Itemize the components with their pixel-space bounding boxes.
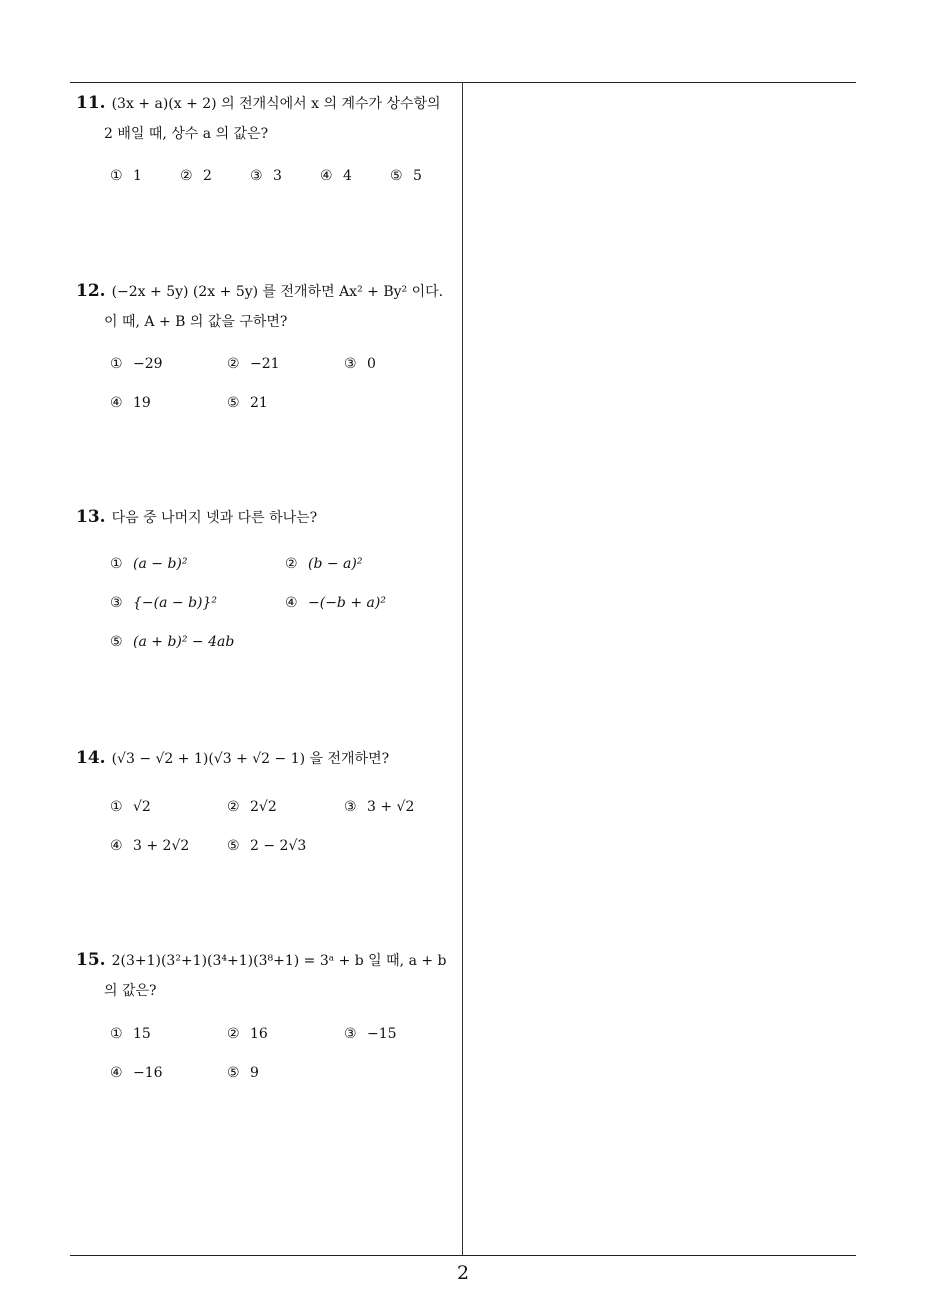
- choice-2[interactable]: ② 2√2: [227, 799, 277, 815]
- choice-3[interactable]: ③ −15: [344, 1026, 397, 1042]
- choice-2[interactable]: ② 16: [227, 1026, 268, 1042]
- choice-1[interactable]: ① 15: [110, 1026, 151, 1042]
- choice-3[interactable]: ③ 3 + √2: [344, 799, 415, 815]
- choice-1[interactable]: ① −29: [110, 356, 163, 372]
- choice-1[interactable]: ① (a − b)²: [110, 556, 188, 572]
- page-number: 2: [456, 1262, 470, 1284]
- question-text: (3x + a)(x + 2) 의 전개식에서 x 의 계수가 상수항의: [111, 96, 441, 112]
- question-text-cont: 2 배일 때, 상수 a 의 값은?: [104, 126, 269, 142]
- choice-4[interactable]: ④ −(−b + a)²: [285, 595, 386, 611]
- choice-1[interactable]: ① 1: [110, 168, 142, 184]
- question-14: [76, 743, 460, 774]
- question-text-cont: 의 값은?: [104, 983, 157, 999]
- choice-4[interactable]: ④ 3 + 2√2: [110, 838, 190, 854]
- choice-3[interactable]: ③ {−(a − b)}²: [110, 595, 218, 611]
- question-15: [76, 945, 460, 1006]
- question-13: [76, 502, 460, 533]
- choice-4[interactable]: ④ 19: [110, 395, 151, 411]
- question-number: 14.: [76, 748, 106, 768]
- choice-2[interactable]: ② 2: [180, 168, 212, 184]
- question-number: 13.: [76, 507, 106, 527]
- question-text: 다음 중 나머지 넷과 다른 하나는?: [111, 510, 318, 526]
- question-text-cont: 이 때, A + B 의 값을 구하면?: [104, 314, 288, 330]
- choice-5[interactable]: ⑤ 5: [390, 168, 422, 184]
- choice-5[interactable]: ⑤ 9: [227, 1065, 259, 1081]
- question-number: 11.: [76, 93, 106, 113]
- top-rule: [70, 82, 856, 83]
- question-text: 2(3+1)(3²+1)(3⁴+1)(3⁸+1) = 3ᵃ + b 일 때, a + b: [111, 953, 447, 969]
- choice-5[interactable]: ⑤ (a + b)² − 4ab: [110, 634, 235, 650]
- bottom-rule: [70, 1255, 856, 1256]
- choice-1[interactable]: ① √2: [110, 799, 151, 815]
- choice-5[interactable]: ⑤ 2 − 2√3: [227, 838, 307, 854]
- question-12: [76, 276, 460, 337]
- choice-5[interactable]: ⑤ 21: [227, 395, 268, 411]
- choice-4[interactable]: ④ −16: [110, 1065, 163, 1081]
- choice-2[interactable]: ② −21: [227, 356, 280, 372]
- column-divider: [462, 82, 463, 1256]
- choice-3[interactable]: ③ 3: [250, 168, 282, 184]
- choice-2[interactable]: ② (b − a)²: [285, 556, 363, 572]
- question-text: (−2x + 5y) (2x + 5y) 를 전개하면 Ax² + By² 이다.: [111, 284, 444, 300]
- question-number: 12.: [76, 281, 106, 301]
- choice-4[interactable]: ④ 4: [320, 168, 352, 184]
- choice-3[interactable]: ③ 0: [344, 356, 376, 372]
- question-number: 15.: [76, 950, 106, 970]
- question-11: [76, 88, 460, 149]
- question-text: (√3 − √2 + 1)(√3 + √2 − 1) 을 전개하면?: [111, 751, 390, 767]
